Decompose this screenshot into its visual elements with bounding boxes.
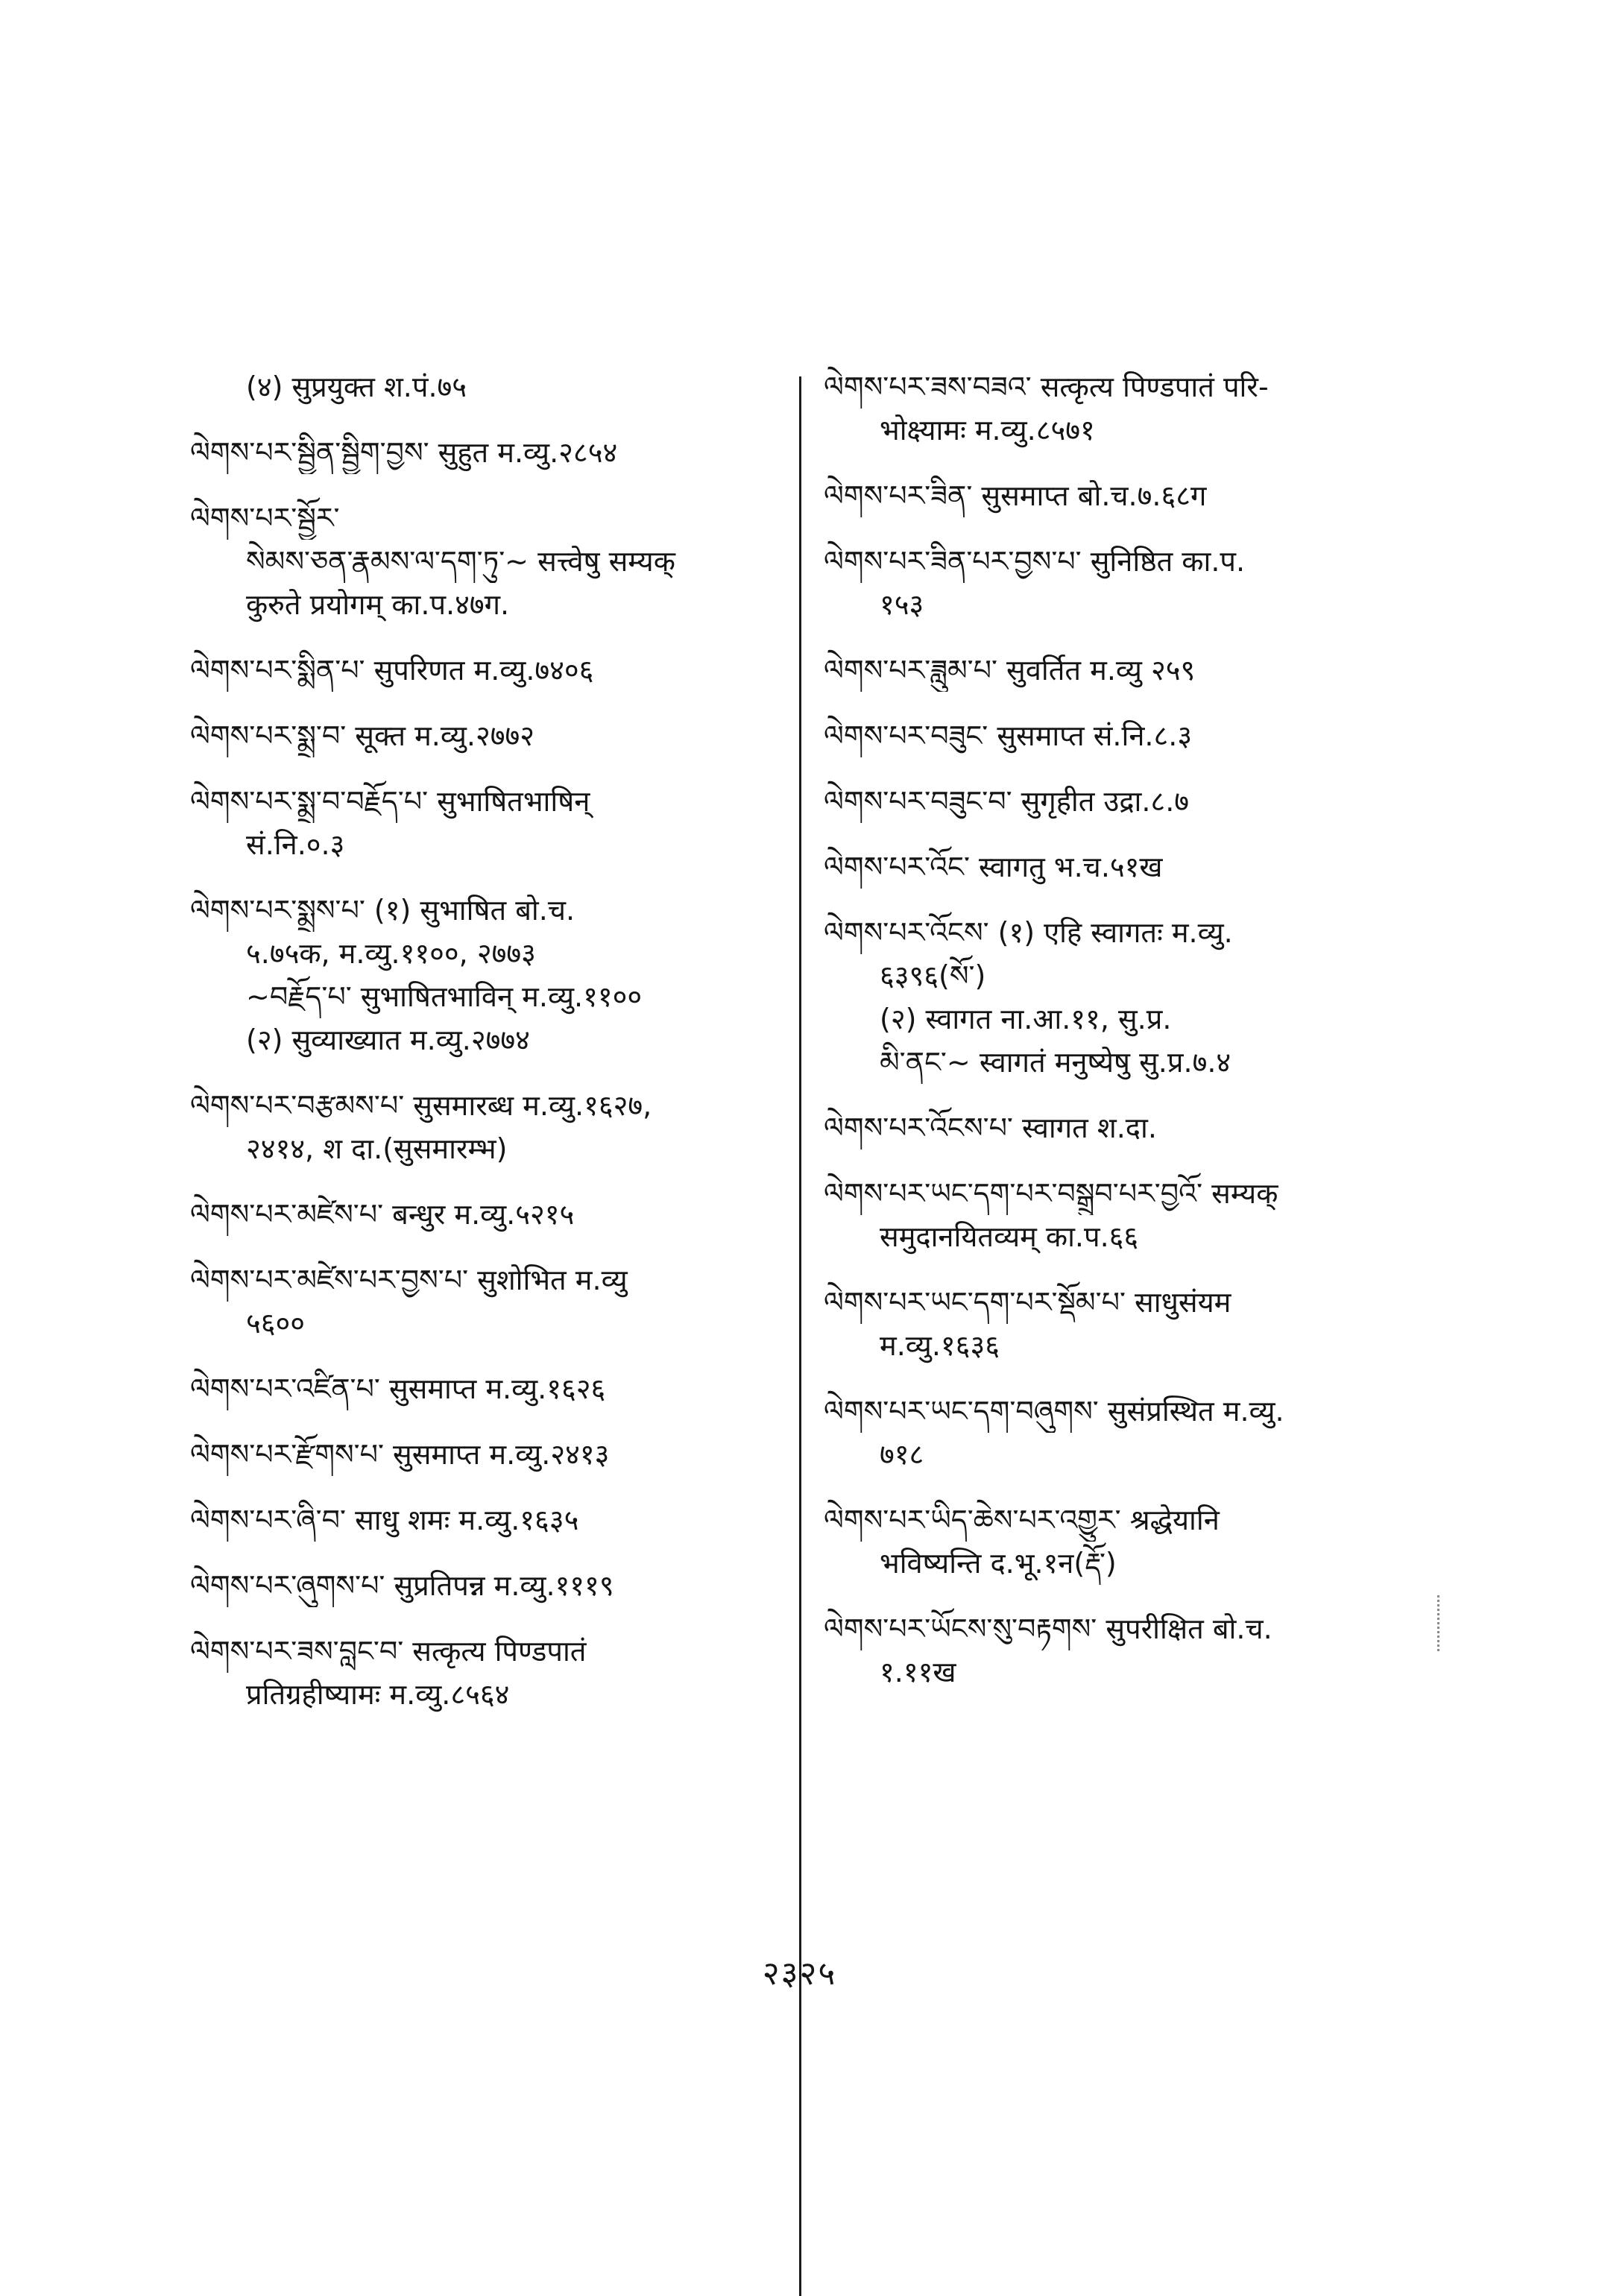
dictionary-entry [190,1084,786,1170]
entry-line: ལེགས་པར་ཡིད་ཆེས་པར་འགྱུར་ श्रद्धेयानि [824,1504,1220,1536]
entry-line: ལེགས་པར་སྨྲ་བ་ सूक्त म.व्यु.२७७२ [190,719,535,752]
entry-line: समुदानयितव्यम् का.प.६६ [880,1220,1139,1253]
entry-line: ལེགས་པར་བཟུང་བ་ सुगृहीत उद्रा.८.७ [824,785,1190,818]
dictionary-entry [824,911,1442,1084]
entry-line: ལེགས་པར་ཟས་བླང་བ་ सत्कृत्य पिण्डपातं [190,1635,587,1668]
entry-line: (४) सुप्रयुक्त श.पं.७५ [246,370,467,403]
entry-line: ལེགས་པར་འཛིན་པ་ सुसमाप्त म.व्यु.१६२६ [190,1372,606,1405]
dictionary-entry [190,1498,786,1542]
entry-line: ལེགས་པར་བརྩམས་པ་ सुसमारब्ध म.व्यु.१६२७, [190,1089,652,1122]
dictionary-entry [824,780,1442,823]
entry-line: སེམས་ཅན་རྣམས་ལ་དག་ཏུ་~ सत्त्वेषु सम्यक् [246,545,675,578]
entry-line: ལེགས་པར་སྨྲས་པ་ (१) सुभाषित बो.च. [190,894,575,927]
entry-line: ལེགས་པར་བཟུང་ सुसमाप्त सं.नि.८.३ [824,719,1193,752]
entry-line: ལེགས་པར་ཡང་དག་པར་སྡོམ་པ་ साधुसंयम [824,1286,1231,1319]
entry-line: कुरुते प्रयोगम् का.प.४७ग. [246,588,510,621]
entry-line: भोक्ष्यामः म.व्यु.८५७१ [880,414,1095,447]
entry-line: ལེགས་པར་འོངས་པ་ स्वागत श.दा. [824,1111,1157,1144]
entry-line: भविष्यन्ति द.भू.१न(རྡོ་) [880,1547,1117,1580]
page-number: २३२५ [762,1955,837,1993]
dictionary-entry [824,1106,1442,1149]
dictionary-entry [190,1630,786,1716]
entry-line: ལེགས་པར་ཟིན་པར་བྱས་པ་ सुनिष्ठित का.प. [824,545,1246,578]
column-divider [799,376,801,2296]
dictionary-entry [190,1367,786,1410]
dictionary-entry [190,714,786,757]
entry-line: (२) स्वागत ना.आ.११, सु.प्र. [880,1003,1172,1035]
entry-line: ७१८ [880,1438,924,1471]
entry-line: ལེགས་པར་ཡོངས་སུ་བརྟགས་ सुपरीक्षित बो.च. [824,1612,1272,1645]
dictionary-entry [824,540,1442,626]
dictionary-entry [824,845,1442,889]
left-column [190,365,786,1738]
dictionary-entry [190,1564,786,1607]
entry-line: (२) सुव्याख्यात म.व्यु.२७७४ [246,1024,530,1056]
entry-line: २४१४, श दा.(सुसमारम्भ) [246,1132,508,1165]
entry-line: ६३९६(སོ་) [880,959,986,992]
entry-line: १.११ख [880,1656,956,1688]
dictionary-entry [824,714,1442,757]
entry-line: ལེགས་པར་སྨིན་པ་ सुपरिणत म.व्यु.७४०६ [190,654,594,687]
entry-line: ~བརྗོད་པ་ सुभाषितभाविन् म.व्यु.११०० [246,980,643,1013]
margin-dots [1437,1595,1442,1651]
entry-line: ལེགས་པར་ཟིན་ सुसमाप्त बो.च.७.६८ग [824,479,1207,512]
entry-line: ५६०० [246,1307,306,1340]
dictionary-entry [190,431,786,474]
dictionary-entry [824,365,1442,452]
dictionary-entry [824,1607,1442,1694]
dictionary-entry [190,365,786,409]
entry-line: ལེགས་པར་སྦྱིན་སྦྱིག་བྱས་ सुहुत म.व्यु.२८५४ [190,436,618,469]
entry-line: ལེགས་པར་ཞུགས་པ་ सुप्रतिपन्न म.व्यु.१११९ [190,1569,614,1602]
entry-line: ལེགས་པར་རྫོགས་པ་ सुसमाप्त म.व्यु.२४१३ [190,1438,610,1471]
entry-line: ལེགས་པར་ཡང་དག་པར་བསྒྲུབ་པར་བྱའོ་ सम्यक् [824,1177,1278,1210]
entry-line: ལེགས་པར་མཛེས་པར་བྱས་པ་ सुशोभित म.व्यु [190,1264,628,1296]
entry-line: १५३ [880,588,924,621]
dictionary-entry [824,1281,1442,1367]
dictionary-entry [190,496,786,626]
dictionary-entry [824,1498,1442,1585]
dictionary-entry [824,474,1442,517]
entry-line: ལེགས་པར་སྨྲ་བ་བརྗོད་པ་ सुभाषितभाषिन् [190,785,590,818]
entry-line: प्रतिग्रहीष्यामः म.व्यु.८५६४ [246,1678,510,1711]
entry-line: म.व्यु.१६३६ [880,1329,1000,1362]
entry-line: ལེགས་པར་ཟླུམ་པ་ सुवर्तित म.व्यु २५९ [824,654,1196,687]
entry-line: ལེགས་པར་ཞི་བ་ साधु शमः म.व्यु.१६३५ [190,1504,579,1536]
entry-line: ལེགས་པར་ཟས་བཟའ་ सत्कृत्य पिण्डपातं परि- [824,370,1269,403]
dictionary-entry [824,1390,1442,1476]
entry-line: མི་ནང་~ स्वागतं मनुष्येषु सु.प्र.७.४ [880,1046,1231,1079]
entry-line: ལེགས་པར་ཡང་དག་བཞུགས་ सुसंप्रस्थित म.व्यु. [824,1395,1284,1428]
dictionary-entry [190,1433,786,1476]
dictionary-entry [824,649,1442,692]
dictionary-entry [824,1172,1442,1258]
dictionary-entry [190,1193,786,1236]
entry-line: ལེགས་པར་སྦྱོར་ [190,502,340,534]
dictionary-entry [190,780,786,866]
entry-line: ལེགས་པར་འོངས་ (१) एहि स्वागतः म.व्यु. [824,916,1233,949]
dictionary-entry [190,1258,786,1345]
entry-line: ५.७५क, म.व्यु.११००, २७७३ [246,937,536,970]
dictionary-entry [190,649,786,692]
entry-line: ལེགས་པར་མཛེས་པ་ बन्धुर म.व्यु.५२१५ [190,1198,575,1231]
dictionary-entry [190,889,786,1062]
entry-line: सं.नि.०.३ [246,828,345,861]
entry-line: ལེགས་པར་འོང་ स्वागतु भ.च.५१ख [824,851,1163,883]
right-column [824,365,1442,1716]
